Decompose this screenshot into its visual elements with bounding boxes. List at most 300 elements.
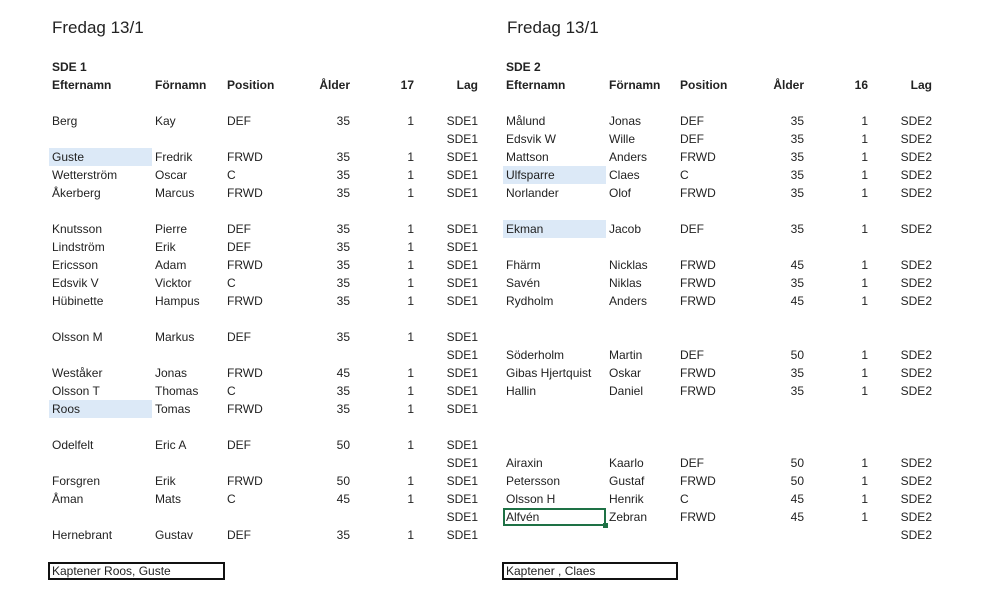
right-cell-count[interactable]: 1 bbox=[861, 114, 868, 128]
right-cell-firstname[interactable]: Olof bbox=[609, 186, 632, 200]
left-cell-count[interactable]: 1 bbox=[407, 402, 414, 416]
right-cell-surname[interactable] bbox=[503, 400, 606, 418]
left-cell-age[interactable] bbox=[300, 418, 350, 436]
left-cell-team[interactable]: SDE1 bbox=[446, 474, 478, 488]
right-cell-firstname[interactable]: Anders bbox=[609, 150, 648, 164]
left-cell-surname[interactable]: Hernebrant bbox=[52, 528, 113, 542]
right-cell-team[interactable]: SDE2 bbox=[900, 294, 932, 308]
right-cell-firstname[interactable] bbox=[609, 310, 677, 328]
right-cell-age[interactable] bbox=[752, 400, 804, 418]
right-cell-surname[interactable] bbox=[503, 328, 606, 346]
right-cell-firstname[interactable] bbox=[609, 418, 677, 436]
right-cell-age[interactable] bbox=[752, 436, 804, 454]
right-cell-firstname[interactable]: Zebran bbox=[609, 510, 648, 524]
right-cell-surname[interactable]: Alfvén bbox=[503, 508, 606, 526]
left-cell-age[interactable]: 50 bbox=[336, 474, 350, 488]
right-cell-age[interactable]: 35 bbox=[790, 168, 804, 182]
left-cell-position[interactable] bbox=[227, 508, 287, 526]
left-cell-team[interactable] bbox=[440, 418, 478, 436]
right-cell-firstname[interactable] bbox=[609, 400, 677, 418]
left-cell-team[interactable]: SDE1 bbox=[446, 240, 478, 254]
right-cell-firstname[interactable]: Anders bbox=[609, 294, 648, 308]
left-cell-firstname[interactable]: Markus bbox=[155, 330, 195, 344]
right-cell-team[interactable]: SDE2 bbox=[900, 456, 932, 470]
right-cell-count[interactable]: 1 bbox=[861, 474, 868, 488]
left-cell-firstname[interactable]: Pierre bbox=[155, 222, 188, 236]
right-cell-position[interactable]: FRWD bbox=[680, 294, 716, 308]
right-cell-age[interactable]: 45 bbox=[790, 258, 804, 272]
right-cell-position[interactable]: DEF bbox=[680, 132, 704, 146]
left-cell-position[interactable]: FRWD bbox=[227, 366, 263, 380]
left-cell-position[interactable]: C bbox=[227, 168, 236, 182]
left-cell-firstname[interactable]: Kay bbox=[155, 114, 176, 128]
left-cell-age[interactable]: 35 bbox=[336, 294, 350, 308]
right-header-team[interactable]: Lag bbox=[910, 78, 932, 92]
left-cell-team[interactable]: SDE1 bbox=[446, 384, 478, 398]
right-cell-count[interactable]: 1 bbox=[861, 132, 868, 146]
right-cell-age[interactable] bbox=[752, 310, 804, 328]
right-cell-age[interactable]: 35 bbox=[790, 276, 804, 290]
right-cell-surname[interactable]: Hallin bbox=[506, 384, 537, 398]
right-cell-count[interactable]: 1 bbox=[861, 168, 868, 182]
right-cell-count[interactable]: 1 bbox=[861, 186, 868, 200]
left-cell-firstname[interactable]: Eric A bbox=[155, 438, 187, 452]
right-cell-age[interactable]: 35 bbox=[790, 114, 804, 128]
left-cell-team[interactable]: SDE1 bbox=[446, 294, 478, 308]
right-cell-firstname[interactable]: Gustaf bbox=[609, 474, 645, 488]
left-cell-firstname[interactable]: Jonas bbox=[155, 366, 188, 380]
left-cell-count[interactable]: 1 bbox=[407, 384, 414, 398]
right-cell-surname[interactable]: Ulfsparre bbox=[503, 166, 606, 184]
left-cell-firstname[interactable]: Adam bbox=[155, 258, 187, 272]
left-cell-surname[interactable] bbox=[49, 508, 152, 526]
left-cell-team[interactable]: SDE1 bbox=[446, 528, 478, 542]
right-cell-firstname[interactable]: Nicklas bbox=[609, 258, 648, 272]
right-header-position[interactable]: Position bbox=[680, 78, 728, 92]
right-cell-age[interactable] bbox=[752, 328, 804, 346]
left-cell-count[interactable] bbox=[380, 418, 414, 436]
right-cell-team[interactable]: SDE2 bbox=[900, 222, 932, 236]
right-cell-position[interactable] bbox=[680, 526, 740, 544]
left-cell-age[interactable]: 45 bbox=[336, 366, 350, 380]
left-cell-count[interactable]: 1 bbox=[407, 330, 414, 344]
left-cell-surname[interactable] bbox=[49, 202, 152, 220]
left-cell-surname[interactable]: Olsson T bbox=[52, 384, 100, 398]
right-cell-count[interactable]: 1 bbox=[861, 222, 868, 236]
right-cell-team[interactable]: SDE2 bbox=[900, 384, 932, 398]
left-header-surname[interactable]: Efternamn bbox=[52, 78, 112, 92]
left-cell-surname[interactable]: Forsgren bbox=[52, 474, 101, 488]
left-cell-position[interactable]: C bbox=[227, 492, 236, 506]
right-cell-count[interactable]: 1 bbox=[861, 366, 868, 380]
right-cell-surname[interactable]: Mattson bbox=[506, 150, 549, 164]
left-cell-count[interactable]: 1 bbox=[407, 366, 414, 380]
left-cell-team[interactable]: SDE1 bbox=[446, 168, 478, 182]
left-cell-firstname[interactable]: Thomas bbox=[155, 384, 199, 398]
left-cell-position[interactable] bbox=[227, 346, 287, 364]
right-cell-team[interactable]: SDE2 bbox=[900, 492, 932, 506]
right-cell-firstname[interactable]: Kaarlo bbox=[609, 456, 644, 470]
right-cell-position[interactable] bbox=[680, 328, 740, 346]
left-cell-age[interactable]: 35 bbox=[336, 276, 350, 290]
right-cell-count[interactable]: 1 bbox=[861, 456, 868, 470]
right-cell-position[interactable] bbox=[680, 436, 740, 454]
left-cell-team[interactable]: SDE1 bbox=[446, 402, 478, 416]
left-cell-surname[interactable]: Knutsson bbox=[52, 222, 103, 236]
left-cell-count[interactable]: 1 bbox=[407, 150, 414, 164]
right-cell-firstname[interactable]: Henrik bbox=[609, 492, 644, 506]
left-cell-position[interactable] bbox=[227, 130, 287, 148]
right-cell-age[interactable]: 50 bbox=[790, 474, 804, 488]
right-cell-count[interactable] bbox=[830, 436, 868, 454]
right-cell-position[interactable] bbox=[680, 238, 740, 256]
right-cell-surname[interactable]: Gibas Hjertquist bbox=[506, 366, 592, 380]
left-cell-firstname[interactable]: Vicktor bbox=[155, 276, 192, 290]
right-cell-position[interactable] bbox=[680, 310, 740, 328]
left-cell-position[interactable]: DEF bbox=[227, 240, 251, 254]
right-cell-count[interactable] bbox=[830, 202, 868, 220]
left-cell-firstname[interactable] bbox=[155, 202, 223, 220]
right-cell-count[interactable] bbox=[830, 310, 868, 328]
right-cell-position[interactable]: FRWD bbox=[680, 150, 716, 164]
left-cell-position[interactable] bbox=[227, 310, 287, 328]
right-cell-firstname[interactable]: Martin bbox=[609, 348, 643, 362]
left-cell-team[interactable]: SDE1 bbox=[446, 330, 478, 344]
right-cell-team[interactable] bbox=[893, 238, 932, 256]
left-cell-position[interactable]: DEF bbox=[227, 222, 251, 236]
right-cell-position[interactable]: FRWD bbox=[680, 510, 716, 524]
left-cell-position[interactable]: DEF bbox=[227, 438, 251, 452]
left-cell-firstname[interactable]: Erik bbox=[155, 240, 176, 254]
left-cell-age[interactable]: 35 bbox=[336, 384, 350, 398]
right-cell-surname[interactable] bbox=[503, 436, 606, 454]
left-cell-age[interactable]: 35 bbox=[336, 258, 350, 272]
right-cell-firstname[interactable] bbox=[609, 202, 677, 220]
right-cell-surname[interactable]: Ekman bbox=[503, 220, 606, 238]
right-cell-age[interactable]: 35 bbox=[790, 186, 804, 200]
right-cell-count[interactable] bbox=[830, 400, 868, 418]
right-header-surname[interactable]: Efternamn bbox=[506, 78, 566, 92]
left-cell-team[interactable]: SDE1 bbox=[446, 150, 478, 164]
right-cell-position[interactable]: DEF bbox=[680, 114, 704, 128]
left-cell-surname[interactable]: Åman bbox=[52, 492, 84, 506]
left-cell-age[interactable]: 45 bbox=[336, 492, 350, 506]
right-cell-age[interactable]: 45 bbox=[790, 492, 804, 506]
left-cell-age[interactable]: 35 bbox=[336, 402, 350, 416]
right-cell-age[interactable]: 35 bbox=[790, 384, 804, 398]
left-cell-count[interactable]: 1 bbox=[407, 528, 414, 542]
left-cell-surname[interactable] bbox=[49, 130, 152, 148]
left-cell-surname[interactable] bbox=[49, 310, 152, 328]
right-cell-position[interactable]: DEF bbox=[680, 348, 704, 362]
right-cell-count[interactable]: 1 bbox=[861, 492, 868, 506]
left-cell-count[interactable] bbox=[380, 310, 414, 328]
left-header-team[interactable]: Lag bbox=[456, 78, 478, 92]
right-cell-position[interactable]: FRWD bbox=[680, 474, 716, 488]
left-cell-team[interactable] bbox=[440, 202, 478, 220]
right-cell-position[interactable]: C bbox=[680, 168, 689, 182]
right-header-firstname[interactable]: Förnamn bbox=[609, 78, 661, 92]
right-cell-team[interactable] bbox=[893, 418, 932, 436]
left-cell-count[interactable]: 1 bbox=[407, 294, 414, 308]
right-cell-age[interactable]: 35 bbox=[790, 132, 804, 146]
left-cell-count[interactable]: 1 bbox=[407, 114, 414, 128]
left-cell-age[interactable] bbox=[300, 508, 350, 526]
right-captain-box[interactable]: Kaptener , Claes bbox=[502, 562, 678, 580]
right-cell-firstname[interactable]: Claes bbox=[609, 168, 640, 182]
left-cell-surname[interactable]: Roos bbox=[49, 400, 152, 418]
left-cell-firstname[interactable]: Gustav bbox=[155, 528, 194, 542]
left-cell-position[interactable]: FRWD bbox=[227, 474, 263, 488]
left-cell-count[interactable]: 1 bbox=[407, 222, 414, 236]
right-cell-count[interactable]: 1 bbox=[861, 348, 868, 362]
right-cell-position[interactable]: FRWD bbox=[680, 276, 716, 290]
left-cell-surname[interactable]: Olsson M bbox=[52, 330, 103, 344]
right-cell-position[interactable] bbox=[680, 418, 740, 436]
left-cell-position[interactable] bbox=[227, 418, 287, 436]
left-cell-count[interactable]: 1 bbox=[407, 474, 414, 488]
right-cell-age[interactable]: 50 bbox=[790, 456, 804, 470]
right-cell-surname[interactable] bbox=[503, 526, 606, 544]
left-cell-position[interactable]: C bbox=[227, 276, 236, 290]
left-cell-age[interactable]: 50 bbox=[336, 438, 350, 452]
left-cell-position[interactable]: DEF bbox=[227, 114, 251, 128]
left-cell-age[interactable]: 35 bbox=[336, 528, 350, 542]
left-cell-position[interactable]: FRWD bbox=[227, 258, 263, 272]
right-cell-count[interactable] bbox=[830, 328, 868, 346]
right-cell-firstname[interactable]: Niklas bbox=[609, 276, 642, 290]
left-cell-firstname[interactable] bbox=[155, 346, 223, 364]
left-cell-team[interactable]: SDE1 bbox=[446, 132, 478, 146]
right-cell-surname[interactable]: Målund bbox=[506, 114, 546, 128]
left-cell-firstname[interactable] bbox=[155, 310, 223, 328]
left-cell-position[interactable]: FRWD bbox=[227, 150, 263, 164]
right-header-age[interactable]: Ålder bbox=[773, 78, 804, 92]
right-cell-team[interactable] bbox=[893, 202, 932, 220]
left-cell-age[interactable]: 35 bbox=[336, 330, 350, 344]
left-cell-firstname[interactable]: Erik bbox=[155, 474, 176, 488]
left-cell-count[interactable] bbox=[380, 454, 414, 472]
left-cell-team[interactable]: SDE1 bbox=[446, 510, 478, 524]
right-cell-count[interactable]: 1 bbox=[861, 384, 868, 398]
right-cell-age[interactable]: 45 bbox=[790, 510, 804, 524]
right-cell-age[interactable] bbox=[752, 526, 804, 544]
left-cell-firstname[interactable] bbox=[155, 418, 223, 436]
right-cell-team[interactable]: SDE2 bbox=[900, 186, 932, 200]
right-cell-firstname[interactable] bbox=[609, 436, 677, 454]
left-cell-team[interactable]: SDE1 bbox=[446, 258, 478, 272]
left-cell-count[interactable]: 1 bbox=[407, 438, 414, 452]
left-cell-surname[interactable]: Wetterström bbox=[52, 168, 118, 182]
right-cell-team[interactable]: SDE2 bbox=[900, 366, 932, 380]
right-cell-position[interactable]: FRWD bbox=[680, 384, 716, 398]
right-cell-firstname[interactable]: Daniel bbox=[609, 384, 644, 398]
right-cell-surname[interactable]: Edsvik W bbox=[506, 132, 557, 146]
right-cell-age[interactable] bbox=[752, 418, 804, 436]
right-cell-count[interactable]: 1 bbox=[861, 510, 868, 524]
right-cell-team[interactable]: SDE2 bbox=[900, 276, 932, 290]
right-cell-age[interactable]: 35 bbox=[790, 222, 804, 236]
right-cell-position[interactable]: FRWD bbox=[680, 186, 716, 200]
left-cell-firstname[interactable] bbox=[155, 130, 223, 148]
left-cell-surname[interactable]: Weståker bbox=[52, 366, 103, 380]
left-cell-age[interactable] bbox=[300, 310, 350, 328]
left-cell-position[interactable]: FRWD bbox=[227, 294, 263, 308]
right-cell-firstname[interactable] bbox=[609, 238, 677, 256]
right-cell-age[interactable]: 50 bbox=[790, 348, 804, 362]
right-cell-position[interactable] bbox=[680, 400, 740, 418]
right-cell-count[interactable]: 1 bbox=[861, 276, 868, 290]
left-cell-age[interactable]: 35 bbox=[336, 150, 350, 164]
left-cell-age[interactable] bbox=[300, 454, 350, 472]
left-cell-surname[interactable]: Hübinette bbox=[52, 294, 104, 308]
left-cell-age[interactable]: 35 bbox=[336, 222, 350, 236]
left-cell-count[interactable]: 1 bbox=[407, 168, 414, 182]
right-cell-surname[interactable]: Fhärm bbox=[506, 258, 541, 272]
left-cell-surname[interactable] bbox=[49, 346, 152, 364]
left-cell-count[interactable] bbox=[380, 346, 414, 364]
right-cell-firstname[interactable]: Oskar bbox=[609, 366, 642, 380]
right-cell-team[interactable]: SDE2 bbox=[900, 132, 932, 146]
left-captain-box[interactable]: Kaptener Roos, Guste bbox=[48, 562, 225, 580]
left-cell-surname[interactable]: Ericsson bbox=[52, 258, 99, 272]
right-cell-team[interactable] bbox=[893, 328, 932, 346]
left-header-age[interactable]: Ålder bbox=[319, 78, 350, 92]
left-cell-age[interactable]: 35 bbox=[336, 240, 350, 254]
right-cell-count[interactable]: 1 bbox=[861, 150, 868, 164]
right-cell-position[interactable]: FRWD bbox=[680, 258, 716, 272]
left-cell-firstname[interactable]: Oscar bbox=[155, 168, 188, 182]
left-cell-age[interactable]: 35 bbox=[336, 186, 350, 200]
right-cell-surname[interactable]: Petersson bbox=[506, 474, 561, 488]
right-cell-position[interactable]: DEF bbox=[680, 456, 704, 470]
left-cell-age[interactable]: 35 bbox=[336, 168, 350, 182]
right-cell-team[interactable]: SDE2 bbox=[900, 114, 932, 128]
left-cell-age[interactable] bbox=[300, 346, 350, 364]
left-cell-position[interactable]: FRWD bbox=[227, 402, 263, 416]
right-cell-team[interactable]: SDE2 bbox=[900, 528, 932, 542]
right-cell-team[interactable]: SDE2 bbox=[900, 510, 932, 524]
right-cell-firstname[interactable]: Jacob bbox=[609, 222, 642, 236]
left-cell-firstname[interactable]: Marcus bbox=[155, 186, 195, 200]
right-cell-count[interactable]: 1 bbox=[861, 258, 868, 272]
right-cell-surname[interactable]: Savén bbox=[506, 276, 541, 290]
left-cell-age[interactable]: 35 bbox=[336, 114, 350, 128]
left-cell-count[interactable] bbox=[380, 508, 414, 526]
left-cell-team[interactable]: SDE1 bbox=[446, 348, 478, 362]
left-cell-age[interactable] bbox=[300, 202, 350, 220]
left-cell-firstname[interactable] bbox=[155, 454, 223, 472]
right-cell-surname[interactable]: Norlander bbox=[506, 186, 559, 200]
left-cell-surname[interactable]: Edsvik V bbox=[52, 276, 99, 290]
right-cell-team[interactable]: SDE2 bbox=[900, 258, 932, 272]
left-header-position[interactable]: Position bbox=[227, 78, 275, 92]
left-cell-team[interactable]: SDE1 bbox=[446, 276, 478, 290]
right-cell-count[interactable] bbox=[830, 238, 868, 256]
right-cell-surname[interactable]: Söderholm bbox=[506, 348, 565, 362]
left-cell-position[interactable]: DEF bbox=[227, 528, 251, 542]
left-cell-firstname[interactable]: Hampus bbox=[155, 294, 200, 308]
right-cell-position[interactable]: C bbox=[680, 492, 689, 506]
right-cell-firstname[interactable]: Jonas bbox=[609, 114, 642, 128]
left-cell-age[interactable] bbox=[300, 130, 350, 148]
left-cell-firstname[interactable]: Fredrik bbox=[155, 150, 193, 164]
left-header-count[interactable]: 17 bbox=[400, 78, 414, 92]
right-cell-team[interactable]: SDE2 bbox=[900, 150, 932, 164]
left-cell-team[interactable]: SDE1 bbox=[446, 114, 478, 128]
left-cell-count[interactable]: 1 bbox=[407, 276, 414, 290]
left-cell-count[interactable]: 1 bbox=[407, 492, 414, 506]
right-cell-surname[interactable] bbox=[503, 418, 606, 436]
left-cell-position[interactable]: FRWD bbox=[227, 186, 263, 200]
left-cell-surname[interactable]: Lindström bbox=[52, 240, 105, 254]
right-cell-surname[interactable] bbox=[503, 202, 606, 220]
left-cell-count[interactable]: 1 bbox=[407, 240, 414, 254]
right-cell-firstname[interactable] bbox=[609, 526, 677, 544]
left-cell-team[interactable]: SDE1 bbox=[446, 222, 478, 236]
left-cell-position[interactable] bbox=[227, 202, 287, 220]
right-cell-firstname[interactable]: Wille bbox=[609, 132, 635, 146]
right-cell-team[interactable]: SDE2 bbox=[900, 348, 932, 362]
right-cell-firstname[interactable] bbox=[609, 328, 677, 346]
right-cell-age[interactable] bbox=[752, 202, 804, 220]
right-cell-age[interactable]: 35 bbox=[790, 150, 804, 164]
right-cell-team[interactable] bbox=[893, 400, 932, 418]
left-cell-count[interactable] bbox=[380, 202, 414, 220]
right-cell-surname[interactable]: Olsson H bbox=[506, 492, 556, 506]
left-cell-count[interactable]: 1 bbox=[407, 258, 414, 272]
right-cell-count[interactable] bbox=[830, 418, 868, 436]
left-cell-firstname[interactable]: Tomas bbox=[155, 402, 191, 416]
left-cell-count[interactable] bbox=[380, 130, 414, 148]
left-cell-count[interactable]: 1 bbox=[407, 186, 414, 200]
right-cell-position[interactable] bbox=[680, 202, 740, 220]
left-cell-surname[interactable]: Odelfelt bbox=[52, 438, 94, 452]
right-header-count[interactable]: 16 bbox=[854, 78, 868, 92]
right-cell-count[interactable] bbox=[830, 526, 868, 544]
left-cell-surname[interactable]: Guste bbox=[49, 148, 152, 166]
left-cell-surname[interactable]: Berg bbox=[52, 114, 78, 128]
right-cell-position[interactable]: DEF bbox=[680, 222, 704, 236]
right-cell-age[interactable]: 45 bbox=[790, 294, 804, 308]
left-cell-firstname[interactable]: Mats bbox=[155, 492, 182, 506]
left-cell-surname[interactable] bbox=[49, 418, 152, 436]
right-cell-team[interactable]: SDE2 bbox=[900, 168, 932, 182]
right-cell-age[interactable] bbox=[752, 238, 804, 256]
left-cell-team[interactable] bbox=[440, 310, 478, 328]
left-cell-team[interactable]: SDE1 bbox=[446, 456, 478, 470]
left-header-firstname[interactable]: Förnamn bbox=[155, 78, 207, 92]
left-cell-team[interactable]: SDE1 bbox=[446, 492, 478, 506]
right-cell-team[interactable] bbox=[893, 436, 932, 454]
left-cell-surname[interactable]: Åkerberg bbox=[52, 186, 101, 200]
left-cell-team[interactable]: SDE1 bbox=[446, 438, 478, 452]
right-cell-team[interactable]: SDE2 bbox=[900, 474, 932, 488]
right-cell-count[interactable]: 1 bbox=[861, 294, 868, 308]
left-cell-team[interactable]: SDE1 bbox=[446, 366, 478, 380]
right-cell-surname[interactable] bbox=[503, 310, 606, 328]
left-cell-surname[interactable] bbox=[49, 454, 152, 472]
left-cell-firstname[interactable] bbox=[155, 508, 223, 526]
left-cell-position[interactable]: DEF bbox=[227, 330, 251, 344]
right-cell-surname[interactable]: Airaxin bbox=[506, 456, 543, 470]
right-cell-team[interactable] bbox=[893, 310, 932, 328]
right-cell-position[interactable]: FRWD bbox=[680, 366, 716, 380]
right-cell-surname[interactable] bbox=[503, 238, 606, 256]
left-cell-position[interactable] bbox=[227, 454, 287, 472]
right-cell-age[interactable]: 35 bbox=[790, 366, 804, 380]
left-cell-team[interactable]: SDE1 bbox=[446, 186, 478, 200]
